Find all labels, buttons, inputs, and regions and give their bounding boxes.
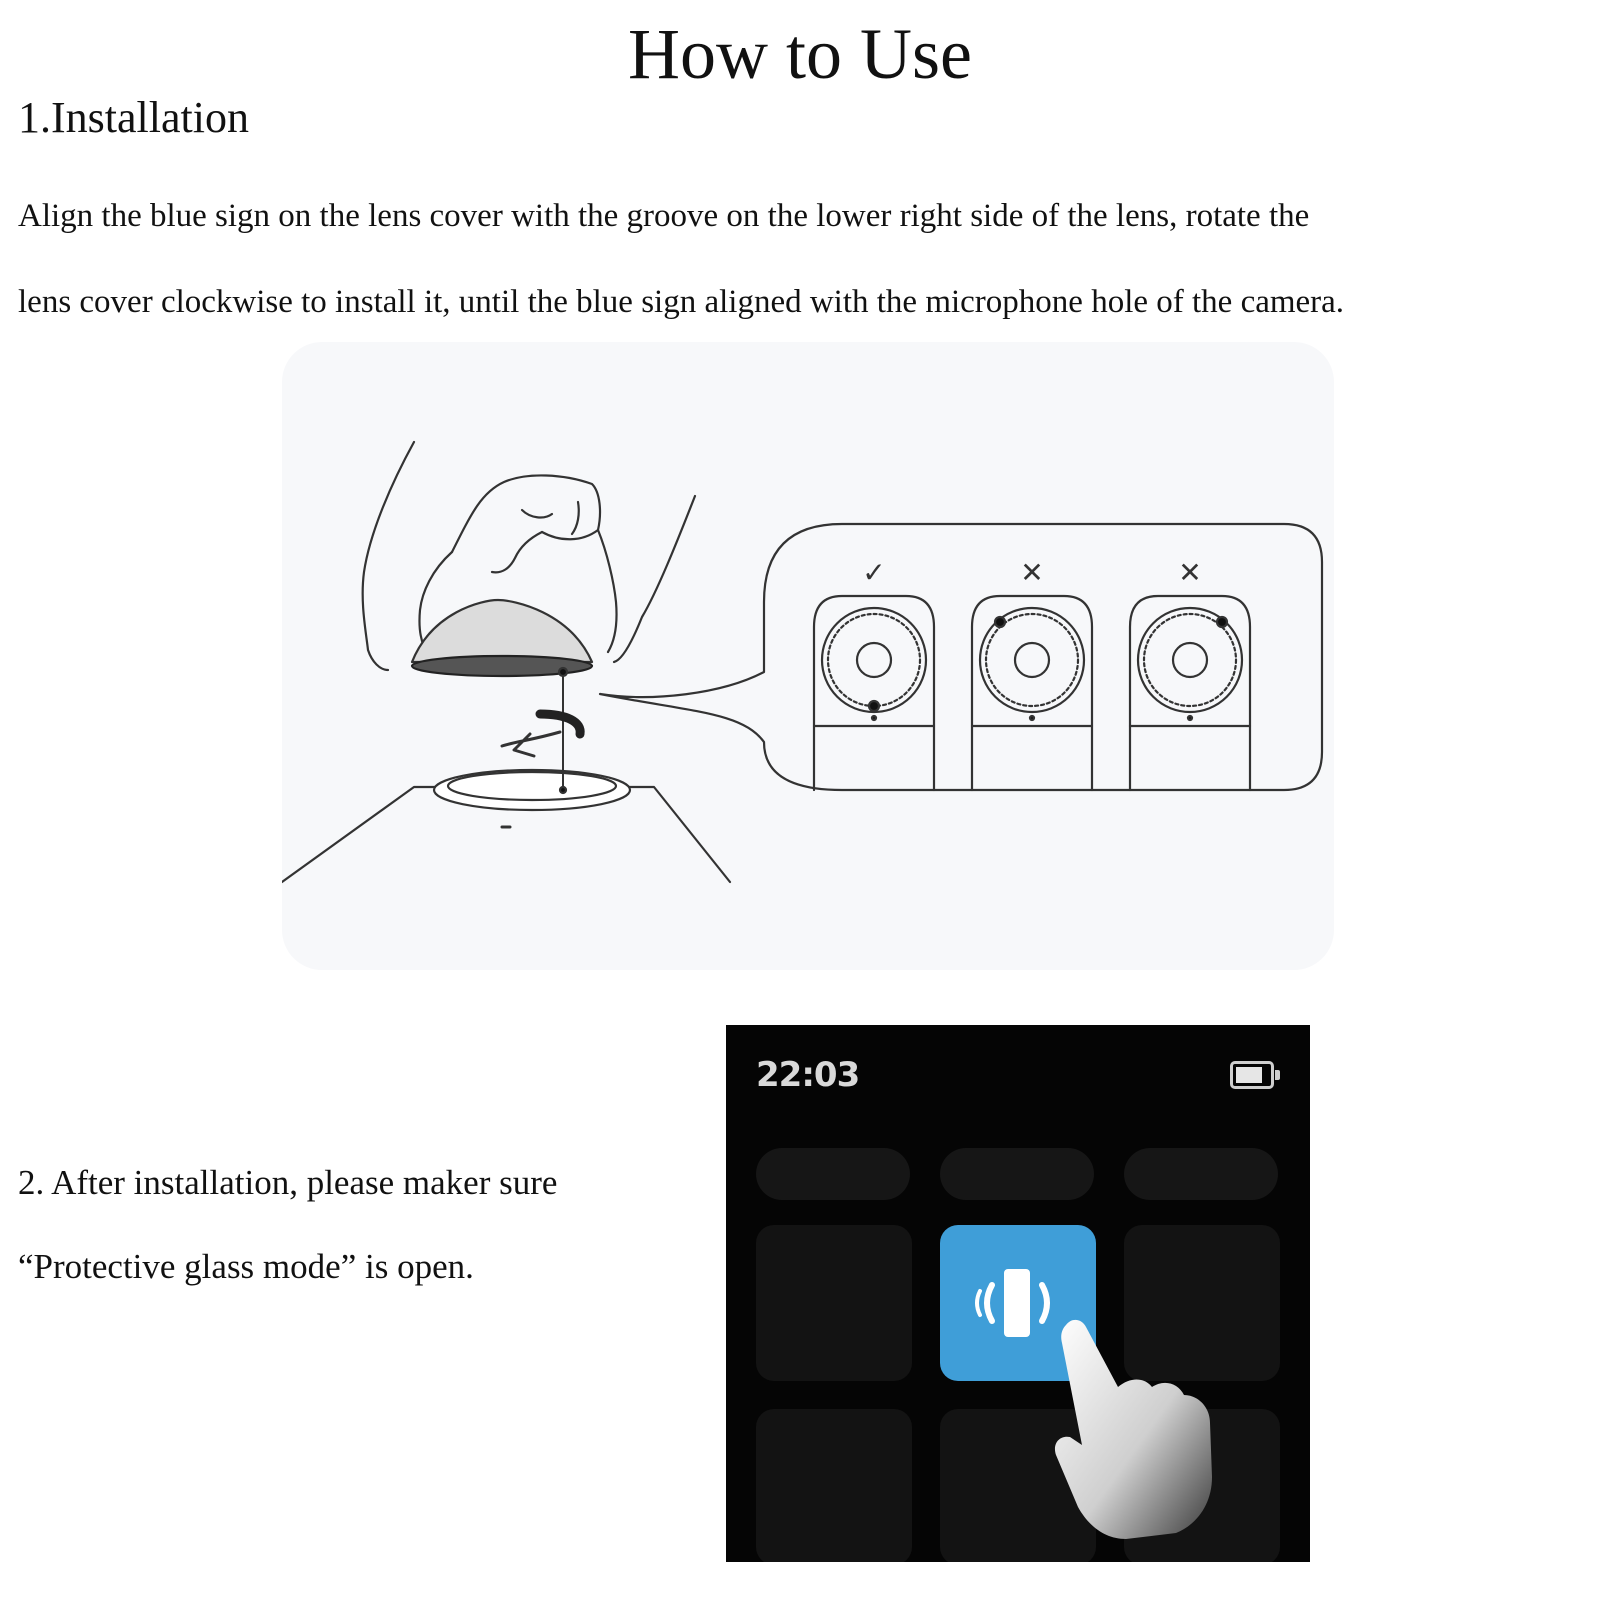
status-time: 22:03 — [756, 1055, 860, 1095]
installation-text-line-1: Align the blue sign on the lens cover with the groove on the lower right side of the lens, rotate the — [18, 198, 1310, 234]
alignment-mark-wrong-1: ✕ — [1020, 556, 1044, 589]
installation-text-line-2: lens cover clockwise to install it, until the blue sign aligned with the microphone hole of the camera. — [18, 284, 1345, 320]
rotate-clockwise-arrow — [502, 732, 560, 756]
hand-outline — [363, 442, 414, 670]
callout-bubble — [600, 524, 1322, 790]
installation-drawing — [282, 342, 1334, 970]
page-title: How to Use — [628, 14, 972, 94]
pointing-hand-icon — [726, 1025, 1310, 1562]
step2-text-line-2: “Protective glass mode” is open. — [18, 1247, 474, 1286]
lens-cover-dome — [412, 600, 592, 662]
section-heading-installation: 1.Installation — [18, 93, 249, 142]
step2-text-line-1: 2. After installation, please maker sure — [18, 1163, 558, 1202]
lens-base — [434, 770, 630, 810]
alignment-mark-correct: ✓ — [862, 556, 886, 589]
installation-illustration — [282, 342, 1334, 970]
camera-screen — [726, 1025, 1310, 1562]
alignment-mark-wrong-2: ✕ — [1178, 556, 1202, 589]
